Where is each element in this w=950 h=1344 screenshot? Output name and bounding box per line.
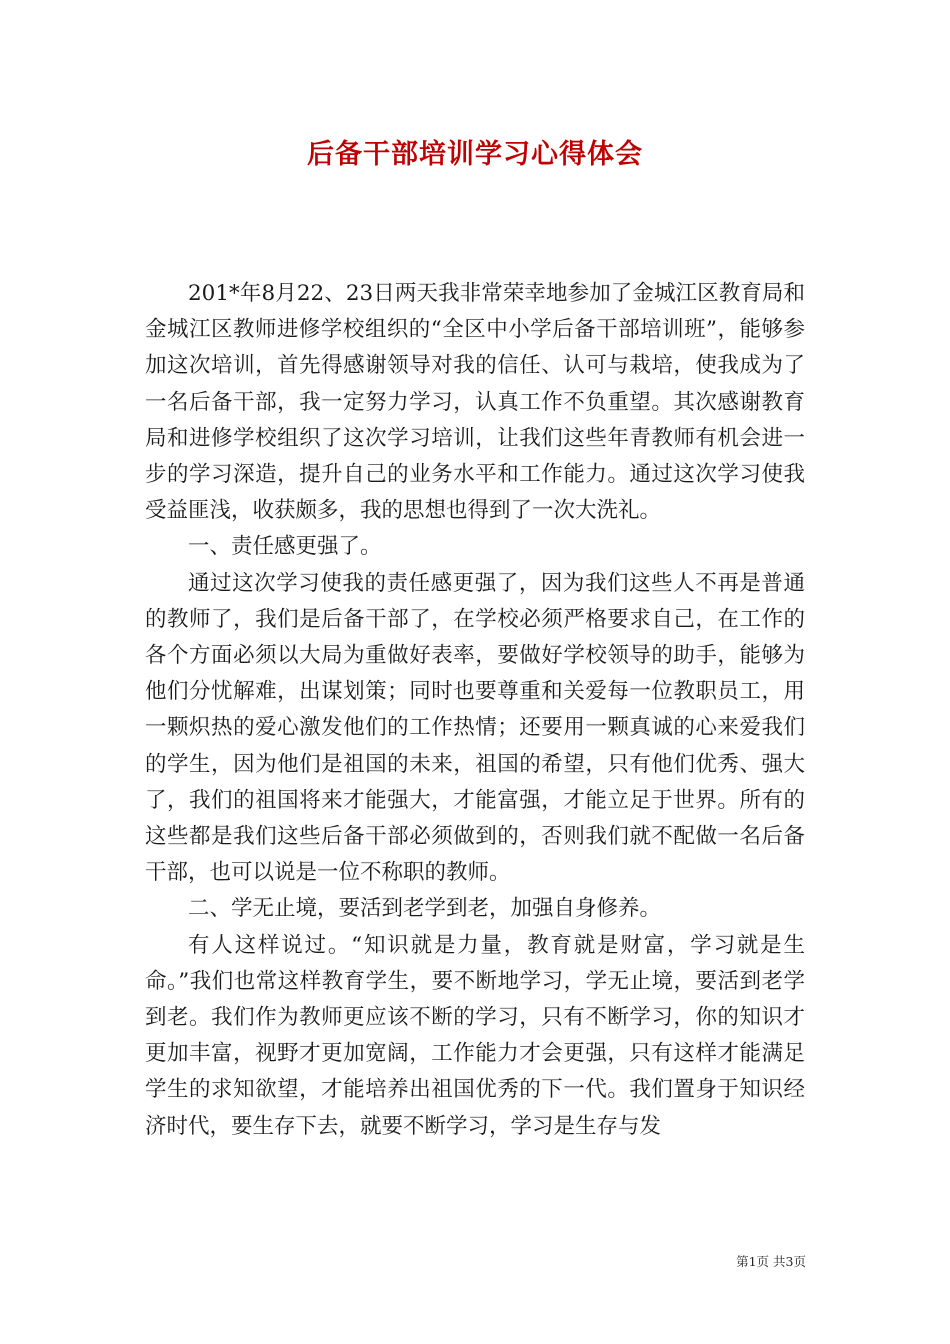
document-body	[145, 276, 805, 1145]
section-heading-1: 一、责任感更强了。	[188, 534, 382, 560]
document-title: 后备干部培训学习心得体会	[307, 139, 643, 170]
paragraph-learning: 有人这样说过。“知识就是力量，教育就是财富，学习就是生命。”我们也常这样教育学生，要不断地学习，学无止境，要活到老学到老。我们作为教师更应该不断的学习，只有不断学习，你的知识才更加丰富，视野才更加宽阔，工作能力才会更强，只有这样才能满足学生的求知欲望，才能培养出祖国优秀的下一代。我们置身于知识经济时代，要生存下去，就要不断学习，学习是生存与发	[145, 932, 805, 1139]
paragraph-intro: 201*年8月22、23日两天我非常荣幸地参加了金城江区教育局和金城江区教师进修学校组织的“全区中小学后备干部培训班”，能够参加这次培训，首先得感谢领导对我的信任、认可与栽培，使我成为了一名后备干部，我一定努力学习，认真工作不负重望。其次感谢教育局和进修学校组织了这次学习培训，让我们这些年青教师有机会进一步的学习深造，提升自己的业务水平和工作能力。通过这次学习使我受益匪浅，收获颇多，我的思想也得到了一次大洗礼。	[145, 281, 805, 524]
paragraph-responsibility: 通过这次学习使我的责任感更强了，因为我们这些人不再是普通的教师了，我们是后备干部了，在学校必须严格要求自己，在工作的各个方面必须以大局为重做好表率，要做好学校领导的助手，能够为他们分忧解难，出谋划策；同时也要尊重和关爱每一位教职员工，用一颗炽热的爱心激发他们的工作热情；还要用一颗真诚的心来爱我们的学生，因为他们是祖国的未来，祖国的希望，只有他们优秀、强大了，我们的祖国将来才能强大，才能富强，才能立足于世界。所有的这些都是我们这些后备干部必须做到的，否则我们就不配做一名后备干部，也可以说是一位不称职的教师。	[145, 570, 805, 886]
section-heading-2: 二、学无止境，要活到老学到老，加强自身修养。	[188, 896, 662, 922]
page-number-footer: 第1页 共3页	[736, 1254, 806, 1269]
